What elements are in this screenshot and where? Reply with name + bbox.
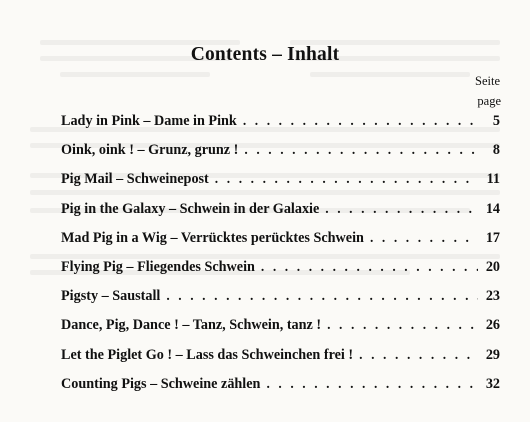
toc-entry-title: Dance, Pig, Dance ! – Tanz, Schwein, tanz ! [61, 317, 322, 334]
toc-page-number: 14 [485, 200, 500, 217]
toc-page-number: 23 [485, 288, 500, 305]
toc-entry-title: Mad Pig in a Wig – Verrücktes perücktes Schwein [61, 229, 364, 246]
toc-entry[interactable] [61, 288, 500, 317]
toc-entry-title: Oink, oink ! – Grunz, grunz ! [61, 142, 239, 159]
toc-entry[interactable] [61, 142, 500, 171]
table-of-contents [61, 113, 500, 405]
dot-leader [243, 113, 478, 129]
toc-entry-title: Pig Mail – Schweinepost [61, 171, 209, 188]
toc-entry[interactable] [61, 230, 500, 259]
toc-entry[interactable] [61, 259, 500, 288]
toc-entry-title: Let the Piglet Go ! – Lass das Schweinchen frei ! [61, 346, 354, 363]
dot-leader [166, 288, 478, 304]
toc-entry[interactable] [61, 171, 500, 200]
toc-page-number: 17 [485, 229, 500, 246]
dot-leader [261, 259, 478, 275]
toc-entry-title: Pigsty – Saustall [61, 288, 161, 305]
dot-leader [359, 347, 478, 363]
dot-leader [370, 230, 478, 246]
dot-leader [325, 201, 478, 217]
toc-page-number: 8 [492, 142, 500, 159]
toc-page-number: 20 [485, 258, 500, 275]
column-label-seite: Seite [475, 74, 500, 88]
page-title: Contents – Inhalt [190, 44, 340, 65]
toc-entry-title: Pig in the Galaxy – Schwein in der Galaxie [61, 200, 320, 217]
toc-entry-title: Counting Pigs – Schweine zählen [61, 375, 261, 392]
dot-leader [327, 317, 478, 333]
toc-entry-title: Flying Pig – Fliegendes Schwein [61, 258, 255, 275]
column-label-page: page [477, 94, 501, 108]
toc-page-number: 29 [485, 346, 500, 363]
toc-page-number: 26 [485, 317, 500, 334]
toc-page-number: 32 [485, 375, 500, 392]
toc-entry-title: Lady in Pink – Dame in Pink [61, 113, 237, 129]
toc-page-number: 5 [492, 113, 500, 129]
toc-page-number: 11 [486, 171, 500, 188]
dot-leader [244, 142, 478, 158]
toc-entry[interactable] [61, 317, 500, 346]
toc-entry[interactable] [61, 376, 500, 405]
dot-leader [215, 171, 478, 187]
dot-leader [266, 376, 478, 392]
toc-entry[interactable] [61, 113, 500, 142]
toc-entry[interactable] [61, 347, 500, 376]
toc-entry[interactable] [61, 201, 500, 230]
